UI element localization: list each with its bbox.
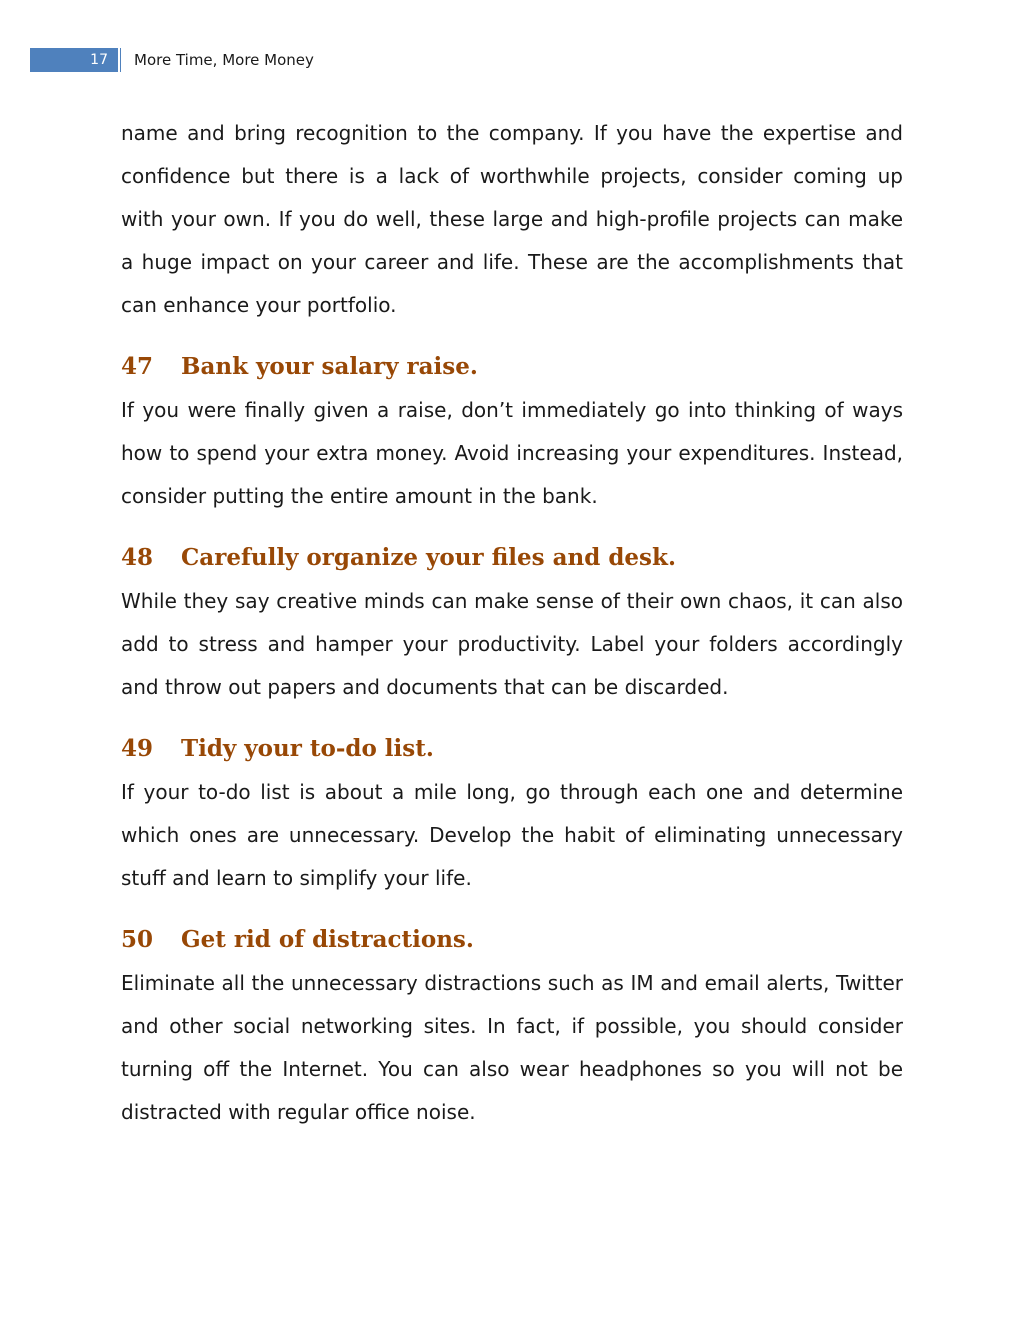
page-number: 17: [30, 48, 118, 72]
section-heading-49: [121, 727, 903, 771]
section-title: Bank your salary raise.: [181, 353, 478, 380]
section-title: Get rid of distractions.: [181, 926, 474, 953]
section-body-50: Eliminate all the unnecessary distractions such as IM and email alerts, Twitter and other social networking sites. In fact, if possible, you should consider turning off the Internet. You can also wear headphones so you will not be distracted with regular office noise.: [121, 971, 903, 1124]
page-content: [121, 112, 903, 1134]
section-body-48: While they say creative minds can make sense of their own chaos, it can also add to stress and hamper your productivity. Label your folders accordingly and throw out papers and documents that can be discarded.: [121, 589, 903, 699]
section-body-47: If you were finally given a raise, don’t immediately go into thinking of ways how to spend your extra money. Avoid increasing your expenditures. Instead, consider putting the entire amount in the bank.: [121, 398, 903, 508]
section-heading-48: [121, 536, 903, 580]
section-number: 49: [121, 735, 154, 762]
section-body-49: If your to-do list is about a mile long, go through each one and determine which ones are unnecessary. Develop the habit of eliminating unnecessary stuff and learn to simplify your life.: [121, 780, 903, 890]
section-title: Carefully organize your files and desk.: [181, 544, 676, 571]
section-heading-50: [121, 918, 903, 962]
section-number: 47: [121, 353, 154, 380]
section-number: 48: [121, 544, 154, 571]
page-header: [30, 48, 314, 72]
section-heading-47: [121, 345, 903, 389]
intro-paragraph: name and bring recognition to the company. If you have the expertise and confidence but there is a lack of worthwhile projects, consider coming up with your own. If you do well, these large and high-profile projects can make a huge impact on your career and life. These are the accomplishments that can enhance your portfolio.: [121, 121, 903, 317]
header-divider: [120, 48, 121, 72]
section-title: Tidy your to-do list.: [181, 735, 434, 762]
book-title: More Time, More Money: [134, 51, 314, 69]
section-number: 50: [121, 926, 154, 953]
